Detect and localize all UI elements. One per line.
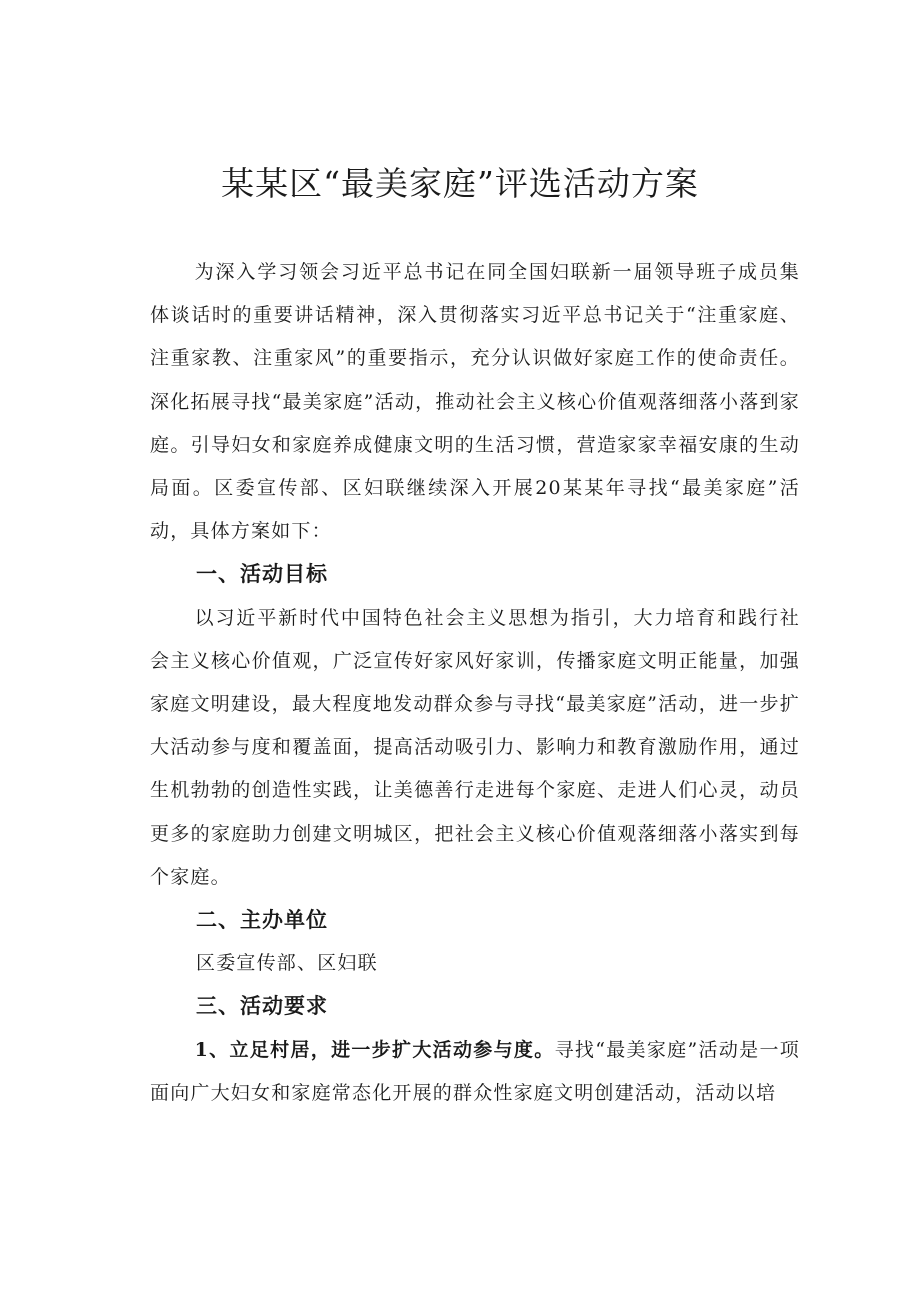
document-title: 某某区“最美家庭”评选活动方案 bbox=[221, 164, 699, 203]
requirements-item-lead: 1、立足村居，进一步扩大活动参与度。 bbox=[194, 1038, 555, 1061]
section-heading-organizers: 二、主办单位 bbox=[196, 908, 328, 933]
requirements-item-text: 寻找“最美家庭”活动是一项面向广大妇女和家庭常态化开展的群众性家庭文明创建活动，活动以培 bbox=[150, 1038, 800, 1104]
document-body bbox=[150, 251, 800, 1115]
goals-paragraph: 以习近平新时代中国特色社会主义思想为指引，大力培育和践行社会主义核心价值观，广泛宣传好家风好家训，传播家庭文明正能量，加强家庭文明建设，最大程度地发动群众参与寻找“最美家庭”活动，进一步扩大活动参与度和覆盖面，提高活动吸引力、影响力和教育激励作用，通过生机勃勃的创造性实践，让美德善行走进每个家庭、走进人们心灵，动员更多的家庭助力创建文明城区，把社会主义核心价值观落细落小落实到每个家庭。 bbox=[150, 606, 800, 888]
organizers-text: 区委宣传部、区妇联 bbox=[196, 952, 378, 975]
requirements-item-paragraph bbox=[150, 1029, 800, 1115]
intro-paragraph: 为深入学习领会习近平总书记在同全国妇联新一届领导班子成员集体谈话时的重要讲话精神，深入贯彻落实习近平总书记关于“注重家庭、注重家教、注重家风”的重要指示，充分认识做好家庭工作的使命责任。深化拓展寻找“最美家庭”活动，推动社会主义核心价值观落细落小落到家庭。引导妇女和家庭养成健康文明的生活习惯，营造家家幸福安康的生动局面。区委宣传部、区妇联继续深入开展20某某年寻找“最美家庭”活动，具体方案如下： bbox=[150, 261, 800, 543]
section-heading-goals: 一、活动目标 bbox=[196, 562, 328, 587]
section-heading-requirements: 三、活动要求 bbox=[196, 994, 328, 1019]
